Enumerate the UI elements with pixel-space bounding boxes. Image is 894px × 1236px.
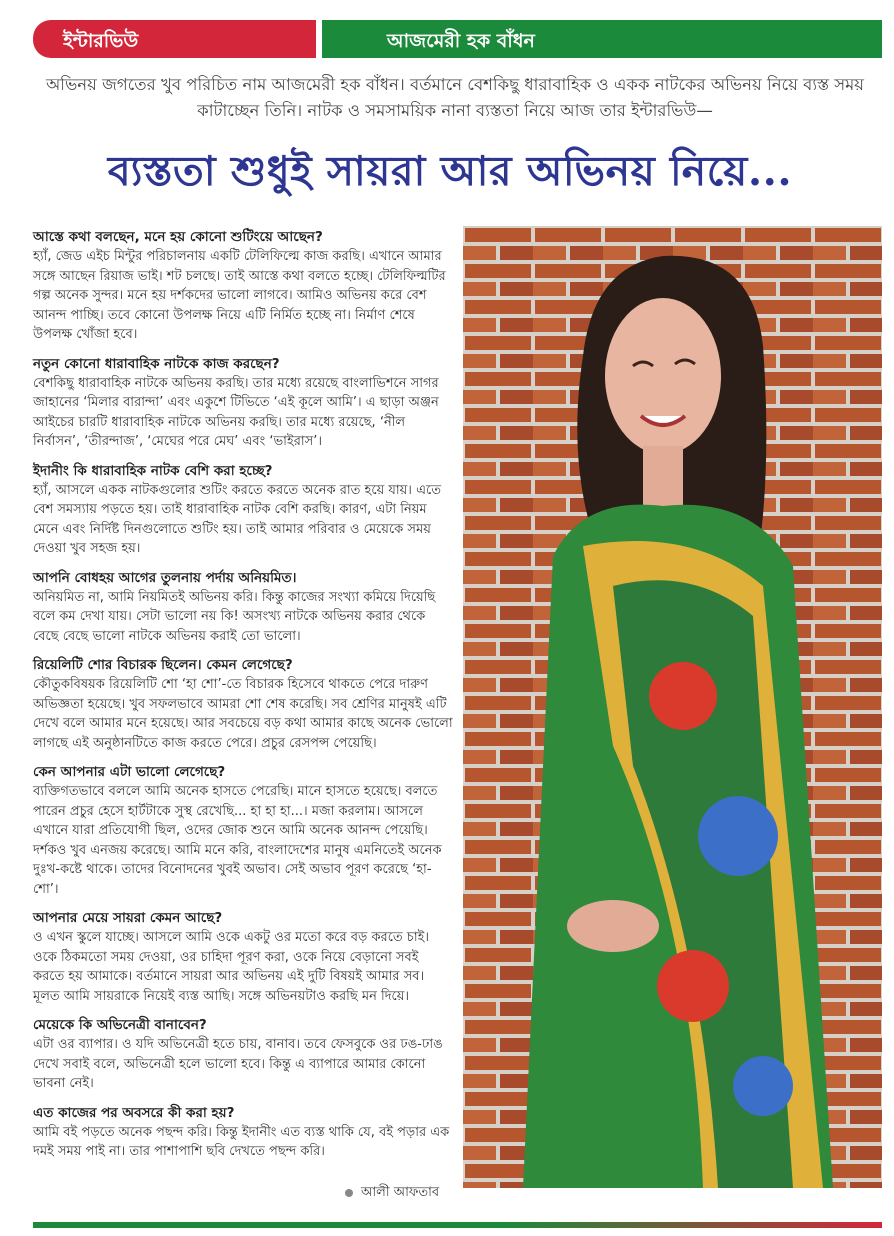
question-4: আপনি বোধহয় আগের তুলনায় পর্দায় অনিয়মিত।	[33, 569, 297, 586]
question-6: কেন আপনার এটা ভালো লেগেছে?	[33, 764, 226, 780]
question-1: আস্তে কথা বলছেন, মনে হয় কোনো শুটিংয়ে আছেন?	[33, 229, 323, 245]
question-8: মেয়েকে কি অভিনেত্রী বানাবেন?	[33, 1017, 207, 1033]
answer-2: বেশকিছু ধারাবাহিক নাটকে অভিনয় করছি। তার মধ্যে রয়েছে বাংলাভিশনে সাগর জাহানের ‘মিলার বারান্দা’ এবং একুশে টিভিতে ‘এই কূলে আমি’। এ ছাড়া অঞ্জন আইচের চারটি ধারাবাহিক নাটকে অভিনয় করছি। তার মধ্যে রয়েছে, ‘নীল নির্বাসন’, ‘তীরন্দাজ’, ‘মেঘের পরে মেঘ’ এবং ‘ভাইরাস’।	[33, 375, 439, 449]
question-9: এত কাজের পর অবসরে কী করা হয়?	[33, 1104, 235, 1121]
answer-5: কৌতুকবিষয়ক রিয়েলিটি শো ‘হা শো’-তে বিচারক হিসেবে থাকতে পেরে দারুণ অভিজ্ঞতা হয়েছে। খুব সফলভাবে আমরা শো শেষ করেছি। সব শ্রেণির মানুষই এটি দেখে বলে আমার মনে হয়েছে। আর সবচেয়ে বড় কথা আমার কাছে অনেক ভোলো লাগছে এই অনুষ্ঠানটিতে কাজ করতে পেরে। প্রচুর রেসপন্স পেয়েছি।	[33, 677, 453, 751]
interviewee-banner	[322, 20, 882, 58]
interviewee-name: আজমেরী হক বাঁধন	[387, 30, 535, 52]
interview-body	[33, 228, 453, 1172]
portrait-illustration	[463, 226, 882, 1188]
section-label: ইন্টারভিউ	[63, 30, 139, 52]
footer-color-bar	[33, 1222, 882, 1228]
answer-8: এটা ওর ব্যাপার। ও যদি অভিনেত্রী হতে চায়, বানাব। তবে ফেসবুকে ওর ঢঙ-ঢাঙ দেখে সবাই বলে, অভিনেত্রী হলে ভালো হবে। কিন্তু এ ব্যাপারে আমার কোনো ভাবনা নেই।	[33, 1037, 443, 1091]
byline-bullet-icon	[345, 1189, 353, 1197]
portrait-photo	[463, 226, 882, 1188]
byline-author: আলী আফতাব	[361, 1185, 440, 1200]
answer-6: ব্যক্তিগতভাবে বললে আমি অনেক হাসতে পেরেছি। মানে হাসতে হয়েছে। বলতে পারেন প্রচুর হেসে হার্টটাকে সুস্থ রেখেছি... হা হা হা...। মজা করলাম। আসলে এখানে যারা প্রতিযোগী ছিল, ওদের জোক শুনে আমি অনেক আনন্দ পেয়েছি। দর্শকও খুব এনজয় করেছে। আমি মনে করি, বাংলাদেশের মানুষ এমনিতেই অনেক দুঃখ-কষ্টে থাকে। তাদের বিনোদনের খুবই অভাব। সেই অভাব পূরণ করেছে ‘হা-শো’।	[33, 784, 442, 897]
byline	[345, 1183, 439, 1204]
question-7: আপনার মেয়ে সায়রা কেমন আছে?	[33, 910, 223, 926]
question-3: ইদানীং কি ধারাবাহিক নাটক বেশি করা হচ্ছে?	[33, 462, 273, 479]
answer-3: হ্যাঁ, আসলে একক নাটকগুলোর শুটিং করতে করতে অনেক রাত হয়ে যায়। এতে বেশ সমস্যায় পড়তে হয়। তাই ধারাবাহিক নাটক বেশি করছি। কারণ, এটা নিয়ম মেনে এবং নির্দিষ্ট দিনগুলোতে শুটিং হয়। তাই আমার পরিবার ও মেয়েকে সময় দেওয়া খুব সহজ হয়।	[33, 482, 441, 556]
question-5: রিয়েলিটি শোর বিচারক ছিলেন। কেমন লেগেছে?	[33, 657, 293, 673]
answer-7: ও এখন স্কুলে যাচ্ছে। আসলে আমি ওকে একটু ওর মতো করে বড় করতে চাই। ওকে ঠিকমতো সময় দেওয়া, ওর চাহিদা পূরণ করা, ওকে নিয়ে বেড়ানো সবই করতে হয় আমাকে। বর্তমানে সায়রা আর অভিনয় এই দুটি বিষয়ই আমার সব। মূলত আমি সায়রাকে নিয়েই ব্যস্ত আছি। সঙ্গে অভিনয়টাও করছি মন দিয়ে।	[33, 930, 429, 1004]
answer-1: হ্যাঁ, জেড এইচ মিন্টুর পরিচালনায় একটি টেলিফিল্মে কাজ করছি। এখানে আমার সঙ্গে আছেন রিয়াজ ভাই। শট চলছে। তাই আস্তে কথা বলতে হচ্ছে। টেলিফিল্মটির গল্প অনেক সুন্দর। মনে হয় দর্শকদের ভালো লাগবে। আমিও অভিনয় করে বেশ আনন্দ পাচ্ছি। তবে কোনো উপলক্ষ নিয়ে এটি নির্মিত হচ্ছে না। নির্মাণ শেষে উপলক্ষ খোঁজা হবে।	[33, 249, 446, 342]
section-tag	[33, 20, 316, 58]
headline: ব্যস্ততা শুধুই সায়রা আর অভিনয় নিয়ে...	[107, 147, 793, 195]
answer-4: অনিয়মিত না, আমি নিয়মিতই অভিনয় করি। কিন্তু কাজের সংখ্যা কমিয়ে দিয়েছি বলে কম দেখা যায়। সেটা ভালো নয় কি! অসংখ্য নাটকে অভিনয় করার থেকে বেছে বেছে ভালো নাটকে অভিনয় করাই তো ভালো।	[33, 589, 436, 644]
question-2: নতুন কোনো ধারাবাহিক নাটকে কাজ করছেন?	[33, 355, 280, 372]
answer-9: আমি বই পড়তে অনেক পছন্দ করি। কিন্তু ইদানীং এত ব্যস্ত থাকি যে, বই পড়ার এক দমই সময় পাই না। তার পাশাপাশি ছবি দেখতে পছন্দ করি।	[33, 1124, 450, 1159]
intro-paragraph: অভিনয় জগতের খুব পরিচিত নাম আজমেরী হক বাঁধন। বর্তমানে বেশকিছু ধারাবাহিক ও একক নাটকের অভিনয় নিয়ে ব্যস্ত সময় কাটাচ্ছেন তিনি। নাটক ও সমসাময়িক নানা ব্যস্ততা নিয়ে আজ তার ইন্টারভিউ—	[45, 75, 865, 120]
